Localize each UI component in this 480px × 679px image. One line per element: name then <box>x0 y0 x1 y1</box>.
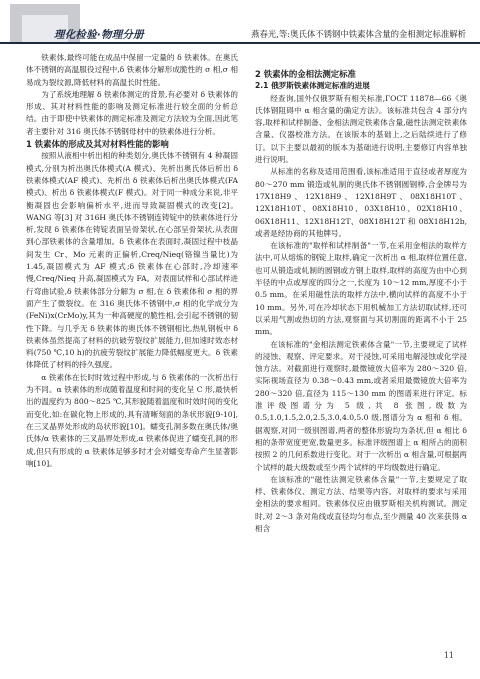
paragraph: α 铁素体在长时时效过程中形成,与 δ 铁素体的一次析出行为不同。α 铁素体的形成随着温度和时间的变化呈 C 形,最快析出的温度约为 800～825 ℃,其形貌随着温度和时效时间的变化而变化,如:在碳化物上形成的,具有清晰刻面的条状形貌[9-10],在三叉晶界处形成的岛状形貌[10]。蠕变孔洞多数在奥氏体/奥氏体/α 铁素体的三叉晶界处形成,α 铁素体促进了蠕变孔洞的形成,但只有形成的 α 铁素体足够多时才会对蠕变寿命产生显著影响[10]。 <box>26 372 238 468</box>
right-column <box>255 52 467 535</box>
section-heading: 2 铁素体的金相法测定标准 <box>255 69 356 79</box>
section-heading: 1 铁素体的形成及其对材料性能的影响 <box>26 139 169 150</box>
left-column <box>26 52 238 470</box>
page-number: 11 <box>443 651 454 660</box>
journal-brand: 理化检验·物理分册 <box>54 29 144 41</box>
running-title: 燕春光,等:奥氏体不锈钢中铁素体含量的金相测定标准解析 <box>251 29 466 39</box>
paragraph: 铁素体,最终可能在成品中保留一定量的 δ 铁素体。在奥氏体不锈钢的高温服役过程中,δ 铁素体分解形成脆性的 σ 相,σ 相易成为裂纹源,降低材料的高温长时性能。 <box>26 53 238 87</box>
paragraph: 按照从液相中析出相的种类划分,奥氏体不锈钢有 4 种凝固模式,分别为析出奥氏体模式(A 模式)、先析出奥氏体后析出 δ 铁素体模式(AF 模式)、先析出 δ 铁素体后析出奥氏体模式(FA 模式)、析出 δ 铁素体模式(F 模式)。对于同一种成分来说,非平衡凝固也会影响偏析水平,进而导致凝固模式的改变[2]。WANG 等[3] 对 316H 奥氏体不锈钢连铸锭中的铁素体进行分析,发现 δ 铁素体在铸锭表面呈骨架状,在心部呈骨架状,从表面到心部铁素体的含量增加。δ 铁素体在表面时,凝固过程中枝晶间发生 Cr、Mo 元素的正偏析,Creq/Nieq(铬镍当量比)为 1.45,凝固模式为 AF 模式;δ 铁素体在心部时,冷却速率慢,Creq/Nieq 升高,凝固模式为 FA。对表面试样和心部试样进行弯曲试验,δ 铁素体部分分解为 σ 相,在 δ 铁素体和 σ 相的界面产生了微裂纹。在 316 奥氏体不锈钢中,σ 相的化学成分为(FeNi)x(CrMo)y,其为一种高硬度的脆性相,会引起不锈钢的韧性下降。与几乎无 δ 铁素体的奥氏体不锈钢相比,热轧钢板中 δ 铁素体虽然提高了材料的抗破劳裂纹扩展能力,但加速时效态材料(750 ℃,10 h)的抗疲劳裂纹扩展能力降低幅度更大。δ 铁素体降低了材料的持久强度。 <box>26 151 238 370</box>
paragraph: 在该标准的"金相法测定铁素体含量"一节,主要规定了试样的浸蚀、观察、评定要求。对于浸蚀,可采用电解浸蚀或化学浸蚀方法。对截面进行观察时,最微镜放大倍率为 280～320 倍,实际视场直径为 0.38～0.43 mm,或者采用最微镜放大倍率为 280～320 倍,直径为 115～130 mm 的图谱来进行评定。标准评级图谱分为 5 级,共 8 张图,级数为 0.5,1.0,1.5,2.0,2.5,3.0,4.0,5.0 级,图谱分为 α 相和 δ 相。据观察,对同一级别图谱,两者的整体形貌均为条状,但 α 相比 δ 相的条带宽度更宽,数量更多。标准评级图谱上 α 相所占的面积按照 2 的几何系数进行变化。对于一次析出 α 相含量,可根据两个试样的最大级数或至少两个试样的平均级数进行确定。 <box>255 339 467 472</box>
paragraph: 从标准的名称及适用范围看,该标准适用于直径或者厚度为 80～270 mm 锻造或轧制的奥氏体不锈钢圆钢棒,合金牌号为 17X18H9、12X18H9、12X18H9T、08X18H10T、12X18H10T、08X18H10、03X18H10、02X18H10、06X18H11、12X18H12T、08X18H12T 和 08X18H12b,或者是经协商的其他牌号。 <box>255 167 467 238</box>
header-rule <box>0 42 480 44</box>
paragraph: 在该标准的"取样和试样制备"一节,在采用金相法的取样方法中,可从熔炼的钢锭上取样,确定一次析出 α 相,取样位置任意,也可从锻造或轧制的圆钢或方钢上取样,取样的高度为由中心到半径的中点或厚度的四分之一,长度为 10～12 mm,厚度不小于 0.5 mm。在采用磁性法的取样方法中,横向试样的高度不小于 10 mm。另外,可在冷却状态下用机械加工方法切取试样,还可以采用气割或热切的方法,观察面与其切割面的距离不小于 25 mm。 <box>255 241 467 337</box>
page-header <box>0 0 480 42</box>
paragraph: 为了系统地理解 δ 铁素体测定的背景,有必要对 δ 铁素体的形成、其对材料性能的影响及测定标准进行较全面的分析总结。由于即使中铁素体的测定标准及测定方法较为全面,因此笔者主要针对 316 奥氏体不锈钢母材中的铁素体进行分析。 <box>26 89 238 136</box>
subsection-heading: 2.1 俄罗斯铁素体测定标准的进展 <box>255 81 370 91</box>
paragraph: 在该标准的"磁性法测定铁素体含量"一节,主要规定了取样、铁素体仪、测定方法、结果等内容。对取样的要求与采用金相法的要求相同。铁素体仪应由俄罗斯相关机构测试。测定时,对 2～3 条对角线或直径均匀布点,至少测量 40 次来获得 α 相含 <box>255 474 467 533</box>
paragraph: 经查询,国外仅俄罗斯有相关标准,ГОСТ 11878—66《奥氏体钢阻碍中 α 相含量的确定方法》。该标准共包含 4 部分内容,取样和试样制备、金相法测定铁素体含量,磁性法测定铁素体含量、仪器校准方法。在该版本的基础上,之后陆续进行了修订。以下主要以最初的版本为基础进行说明,主要修订内容单独进行说明。 <box>255 93 467 165</box>
